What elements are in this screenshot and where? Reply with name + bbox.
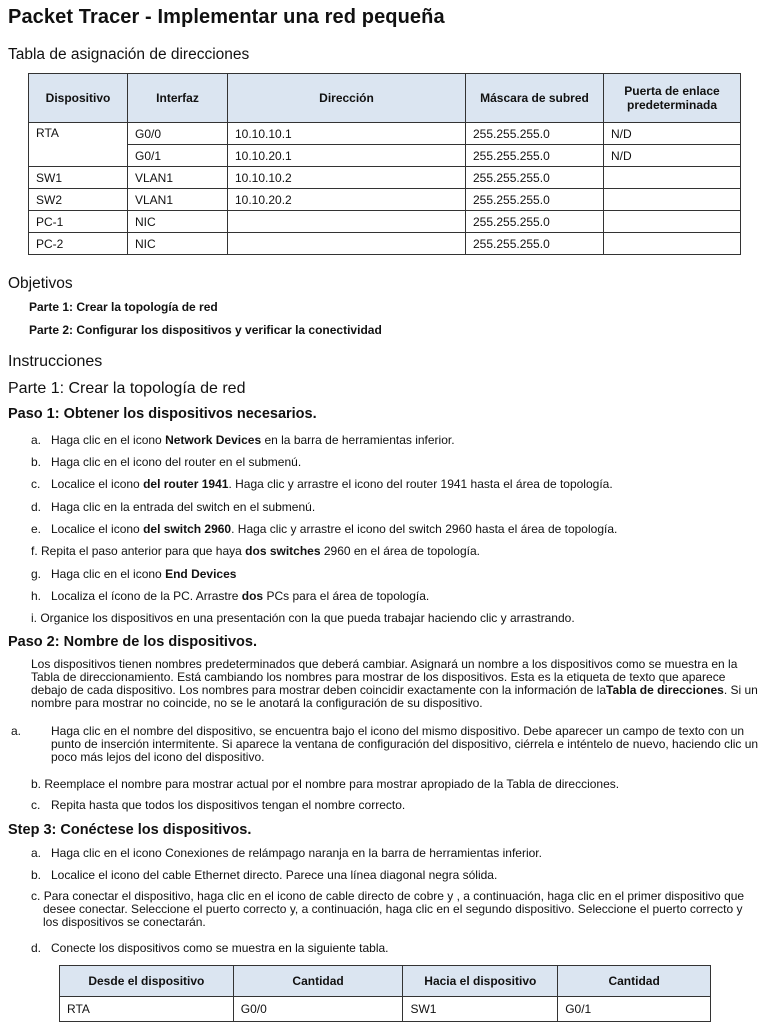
item-text: Haga clic en el icono (51, 567, 166, 581)
item-text: Localice el icono del cable Ethernet directo. Parece una línea diagonal negra sólida. (51, 868, 498, 882)
table-cell: VLAN1 (128, 167, 228, 189)
step2-heading: Paso 2: Nombre de los dispositivos. (8, 634, 257, 650)
item-text: Haga clic en el icono del router en el submenú. (51, 455, 302, 469)
list-marker: c. (31, 477, 41, 491)
item-bold-text: del switch 2960 (143, 522, 232, 536)
objectives-heading: Objetivos (8, 275, 73, 292)
paragraph-text: . Si un nombre para mostrar no coincide, no se le anotará la configuración de su dispositivo. (31, 683, 758, 710)
table-row (29, 233, 741, 255)
table-cell (604, 167, 741, 189)
table-row (29, 123, 741, 145)
item-text: Localice el icono (51, 522, 144, 536)
paragraph-bold-text: Tabla de direcciones (606, 683, 724, 697)
address-table-header (29, 74, 741, 123)
item-text: Haga clic en la entrada del switch en el submenú. (51, 500, 316, 514)
page-title: Packet Tracer - Implementar una red pequeña (8, 6, 445, 28)
table-row (60, 997, 711, 1022)
list-item (31, 500, 315, 514)
table-cell: 255.255.255.0 (466, 123, 604, 145)
column-header: Cantidad (558, 966, 711, 997)
item-text: Localiza el ícono de la PC. Arrastre (51, 589, 242, 603)
table-cell: N/D (604, 123, 741, 145)
item-text: Haga clic en el icono (51, 433, 166, 447)
list-item (31, 846, 542, 860)
table-cell: 10.10.10.2 (228, 167, 466, 189)
item-text: Localice el icono (51, 477, 144, 491)
list-item (31, 798, 405, 812)
list-item (31, 777, 619, 791)
list-marker: d. (31, 941, 42, 955)
step3-heading: Step 3: Conéctese los dispositivos. (8, 822, 252, 838)
item-bold-text: End Devices (165, 567, 237, 581)
list-item (31, 868, 497, 882)
list-marker: b. (31, 777, 42, 791)
list-item (31, 567, 236, 581)
connection-table-header (60, 966, 711, 997)
list-item (31, 611, 575, 625)
item-text: Para conectar el dispositivo, haga clic en el icono de cable directo de cobre y , a continuación, haga clic en el primer dispositivo que desee conectar. Seleccione el puerto correcto y, a continuación, haga clic en el segundo dispositivo. Seleccione el puerto correcto y los dispositivos se conectarán. (43, 889, 745, 929)
table-cell (604, 211, 741, 233)
table-cell: PC-2 (29, 233, 128, 255)
item-bold-text: dos switches (245, 544, 321, 558)
item-bold-text: Network Devices (165, 433, 262, 447)
connection-table (59, 965, 711, 1022)
table-row (29, 145, 741, 167)
table-cell: SW2 (29, 189, 128, 211)
instructions-heading: Instrucciones (8, 353, 103, 370)
table-cell: 10.10.20.2 (228, 189, 466, 211)
table-cell: G0/0 (233, 997, 403, 1022)
list-marker: f. (31, 544, 38, 558)
objective-item: Parte 1: Crear la topología de red (29, 300, 218, 314)
list-item (31, 544, 480, 558)
item-text: Repita hasta que todos los dispositivos tengan el nombre correcto. (51, 798, 406, 812)
item-text: PCs para el área de topología. (263, 589, 430, 603)
part1-heading: Parte 1: Crear la topología de red (8, 380, 246, 397)
list-item (31, 477, 613, 491)
list-marker: b. (31, 868, 42, 882)
list-item (31, 433, 455, 447)
item-text: Reemplace el nombre para mostrar actual por el nombre para mostrar apropiado de la Tabla de direcciones. (44, 777, 620, 791)
table-cell: G0/1 (558, 997, 711, 1022)
list-marker: e. (31, 522, 42, 536)
list-item (31, 589, 429, 603)
list-marker: h. (31, 589, 42, 603)
table-cell: G0/0 (128, 123, 228, 145)
address-table (28, 73, 741, 255)
list-marker: a. (11, 724, 22, 738)
column-header: Dirección (228, 74, 466, 123)
table-row (29, 189, 741, 211)
column-header: Puerta de enlace predeterminada (604, 74, 741, 123)
item-text: Conecte los dispositivos como se muestra en la siguiente tabla. (51, 941, 389, 955)
list-item (31, 455, 301, 469)
address-table-heading: Tabla de asignación de direcciones (8, 46, 250, 63)
item-text: Haga clic en el nombre del dispositivo, se encuentra bajo el icono del mismo dispositivo. Debe aparecer un campo de texto con un punto de inserción intermitente. Si aparece la ventana de configuración del dispositivo, ciérrela e inténtelo de nuevo, haciendo clic un poco más lejos del icono del dispositivo. (51, 724, 759, 764)
table-cell: NIC (128, 233, 228, 255)
table-cell: 255.255.255.0 (466, 189, 604, 211)
step1-heading: Paso 1: Obtener los dispositivos necesarios. (8, 406, 317, 422)
table-cell (228, 211, 466, 233)
item-text: Haga clic en el icono Conexiones de relámpago naranja en la barra de herramientas inferior. (51, 846, 542, 860)
step2-paragraph (31, 658, 761, 710)
list-item (11, 724, 759, 764)
table-cell: N/D (604, 145, 741, 167)
table-cell (604, 233, 741, 255)
list-marker: d. (31, 500, 42, 514)
table-cell: 255.255.255.0 (466, 211, 604, 233)
table-cell: 255.255.255.0 (466, 167, 604, 189)
table-row (29, 167, 741, 189)
table-cell: 10.10.10.1 (228, 123, 466, 145)
item-text: . Haga clic y arrastre el icono del router 1941 hasta el área de topología. (228, 477, 613, 491)
item-text: Repita el paso anterior para que haya (41, 544, 246, 558)
table-cell: SW1 (403, 997, 558, 1022)
column-header: Hacia el dispositivo (403, 966, 558, 997)
table-cell: 255.255.255.0 (466, 233, 604, 255)
table-cell: 255.255.255.0 (466, 145, 604, 167)
paragraph-text: Los dispositivos tienen nombres predeterminados que deberá cambiar. Asignará un nombre a los dispositivos como se muestra en la Tabla de direccionamiento. Está cambiando los nombres para mostrar de los dispositivos. Esta es la etiqueta de texto que aparece debajo de cada dispositivo. Los nombres para mostrar deben coincidir exactamente con la información de la (31, 657, 738, 697)
column-header: Desde el dispositivo (60, 966, 234, 997)
column-header: Dispositivo (29, 74, 128, 123)
column-header: Máscara de subred (466, 74, 604, 123)
item-text: en la barra de herramientas inferior. (261, 433, 455, 447)
list-marker: b. (31, 455, 42, 469)
table-cell: NIC (128, 211, 228, 233)
list-item (31, 941, 389, 955)
list-marker: i. (31, 611, 37, 625)
table-cell: RTA (60, 997, 234, 1022)
list-marker: a. (31, 846, 42, 860)
table-row (29, 211, 741, 233)
item-text: Organice los dispositivos en una presentación con la que pueda trabajar haciendo clic y arrastrando. (40, 611, 575, 625)
item-bold-text: del router 1941 (143, 477, 229, 491)
table-cell (228, 233, 466, 255)
item-text: 2960 en el área de topología. (320, 544, 480, 558)
list-marker: g. (31, 567, 42, 581)
item-bold-text: dos (241, 589, 264, 603)
list-item (31, 522, 617, 536)
table-cell: SW1 (29, 167, 128, 189)
item-text: . Haga clic y arrastre el icono del switch 2960 hasta el área de topología. (231, 522, 618, 536)
list-item (31, 890, 759, 929)
column-header: Cantidad (233, 966, 403, 997)
list-marker: c. (31, 889, 41, 903)
list-marker: a. (31, 433, 42, 447)
list-marker: c. (31, 798, 41, 812)
objective-item: Parte 2: Configurar los dispositivos y verificar la conectividad (29, 323, 382, 337)
table-cell: PC-1 (29, 211, 128, 233)
table-cell: VLAN1 (128, 189, 228, 211)
table-cell (604, 189, 741, 211)
table-cell: RTA (29, 123, 128, 167)
table-cell: G0/1 (128, 145, 228, 167)
column-header: Interfaz (128, 74, 228, 123)
table-cell: 10.10.20.1 (228, 145, 466, 167)
